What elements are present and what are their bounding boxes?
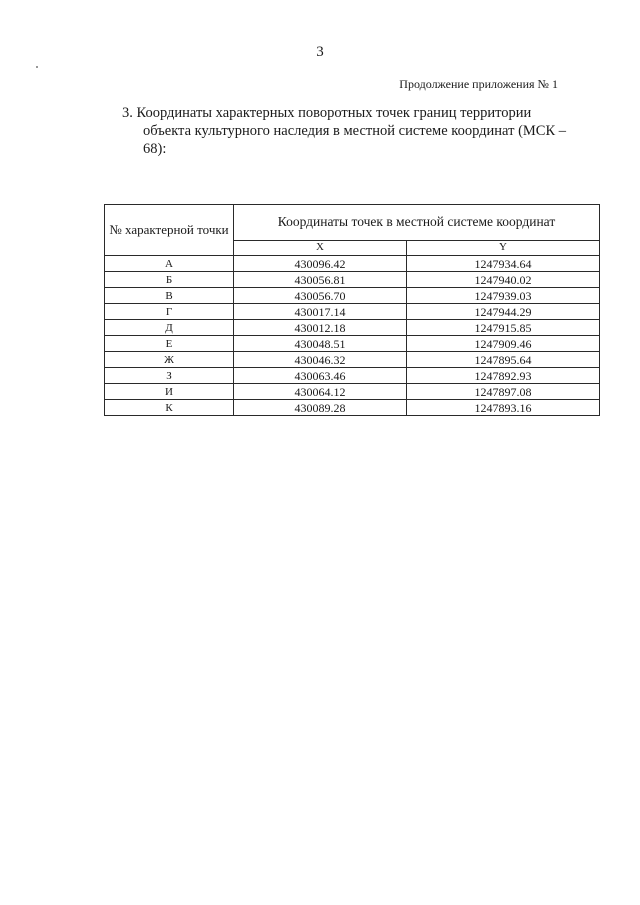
cell-point: В bbox=[105, 288, 234, 304]
cell-point: Г bbox=[105, 304, 234, 320]
table-row bbox=[105, 304, 600, 320]
cell-y: 1247944.29 bbox=[407, 304, 600, 320]
cell-x: 430048.51 bbox=[234, 336, 407, 352]
heading-line-1: 3. Координаты характерных поворотных точек границ территории bbox=[122, 105, 532, 121]
header-point-number: № характерной точки bbox=[105, 205, 234, 256]
heading-line-2: объекта культурного наследия в местной системе координат (МСК – bbox=[143, 123, 567, 139]
cell-y: 1247897.08 bbox=[407, 384, 600, 400]
cell-y: 1247909.46 bbox=[407, 336, 600, 352]
header-coordinates: Координаты точек в местной системе координат bbox=[234, 205, 600, 241]
cell-x: 430064.12 bbox=[234, 384, 407, 400]
cell-y: 1247893.16 bbox=[407, 400, 600, 416]
cell-point: З bbox=[105, 368, 234, 384]
cell-point: Ж bbox=[105, 352, 234, 368]
cell-point: Е bbox=[105, 336, 234, 352]
cell-y: 1247939.03 bbox=[407, 288, 600, 304]
table-row bbox=[105, 336, 600, 352]
cell-x: 430046.32 bbox=[234, 352, 407, 368]
page-number: 3 bbox=[316, 44, 324, 60]
cell-y: 1247892.93 bbox=[407, 368, 600, 384]
cell-y: 1247940.02 bbox=[407, 272, 600, 288]
cell-point: Д bbox=[105, 320, 234, 336]
table-body bbox=[105, 256, 600, 416]
cell-point: К bbox=[105, 400, 234, 416]
cell-x: 430056.70 bbox=[234, 288, 407, 304]
table-row bbox=[105, 368, 600, 384]
cell-point: И bbox=[105, 384, 234, 400]
cell-x: 430012.18 bbox=[234, 320, 407, 336]
appendix-continuation-note: Продолжение приложения № 1 bbox=[399, 77, 558, 91]
heading-line-3: 68): bbox=[143, 141, 167, 157]
cell-y: 1247915.85 bbox=[407, 320, 600, 336]
cell-x: 430089.28 bbox=[234, 400, 407, 416]
table-row bbox=[105, 272, 600, 288]
cell-x: 430056.81 bbox=[234, 272, 407, 288]
table-row bbox=[105, 400, 600, 416]
header-x: X bbox=[234, 240, 407, 255]
scan-dot-mark bbox=[36, 66, 38, 68]
table-row bbox=[105, 320, 600, 336]
header-y: Y bbox=[407, 240, 600, 255]
cell-point: Б bbox=[105, 272, 234, 288]
cell-x: 430017.14 bbox=[234, 304, 407, 320]
table-row bbox=[105, 288, 600, 304]
coordinates-table bbox=[104, 204, 600, 416]
table-row bbox=[105, 352, 600, 368]
cell-x: 430096.42 bbox=[234, 256, 407, 272]
cell-point: А bbox=[105, 256, 234, 272]
table-row bbox=[105, 384, 600, 400]
section-heading bbox=[122, 104, 592, 158]
cell-x: 430063.46 bbox=[234, 368, 407, 384]
cell-y: 1247895.64 bbox=[407, 352, 600, 368]
table-row bbox=[105, 256, 600, 272]
cell-y: 1247934.64 bbox=[407, 256, 600, 272]
